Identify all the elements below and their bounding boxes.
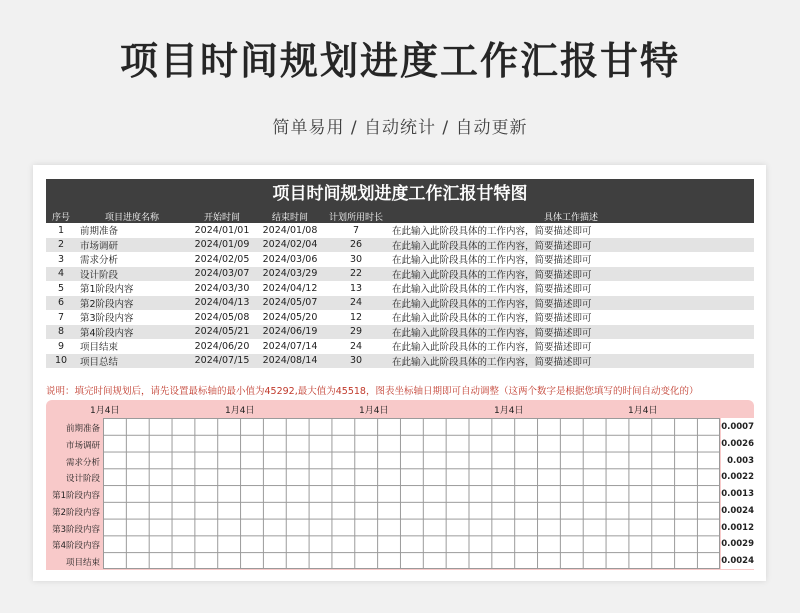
gantt-row-label: 第3阶段内容 — [52, 524, 100, 535]
cell-days: 29 — [324, 325, 388, 340]
cell-days: 24 — [349, 340, 363, 352]
axis-tick-label: 1月4日 — [494, 406, 524, 416]
cell-days: 13 — [349, 282, 363, 294]
table-row — [46, 310, 754, 325]
cell-start: 2024/01/01 — [194, 224, 250, 236]
cell-name: 前期准备 — [80, 226, 119, 238]
cell-end: 2024/03/29 — [256, 267, 324, 282]
cell-end: 2024/07/14 — [262, 340, 318, 352]
cell-no: 6 — [46, 296, 76, 311]
cell-start: 2024/03/30 — [194, 282, 250, 294]
cell-desc: 在此输入此阶段具体的工作内容，简要描述即可 — [392, 342, 592, 354]
axis-tick-label: 1月4日 — [359, 406, 389, 416]
cell-days: 22 — [324, 267, 388, 282]
gantt-row-value: 0.0024 — [721, 505, 754, 516]
table-row — [46, 267, 754, 282]
page-subtitle: 简单易用 / 自动统计 / 自动更新 — [272, 118, 528, 138]
cell-days: 12 — [349, 311, 363, 323]
cell-end: 2024/01/08 — [262, 224, 318, 236]
gantt-row-value: 0.0007 — [721, 422, 754, 432]
cell-desc: 在此输入此阶段具体的工作内容，简要描述即可 — [388, 354, 754, 369]
cell-no: 3 — [57, 253, 65, 265]
cell-start: 2024/05/21 — [188, 325, 256, 340]
gantt-row-value: 0.0012 — [721, 522, 754, 533]
cell-start: 2024/04/13 — [188, 296, 256, 311]
table-row — [46, 339, 754, 354]
cell-no: 2 — [46, 238, 76, 253]
page-title: 项目时间规划进度工作汇报甘特 — [119, 39, 680, 83]
cell-no: 7 — [57, 311, 65, 323]
cell-name: 需求分析 — [80, 255, 119, 267]
cell-days: 30 — [349, 253, 363, 265]
cell-no: 1 — [57, 224, 65, 236]
table-row — [46, 223, 754, 238]
gantt-row-value: 0.0024 — [721, 556, 754, 567]
cell-start: 2024/05/08 — [194, 311, 250, 323]
task-sheet — [46, 179, 754, 368]
cell-desc: 在此输入此阶段具体的工作内容，简要描述即可 — [392, 284, 592, 296]
axis-tick-label: 1月4日 — [225, 406, 255, 416]
column-header: 计划所用时长 — [324, 209, 388, 223]
cell-name: 项目结束 — [80, 342, 119, 354]
cell-desc: 在此输入此阶段具体的工作内容，简要描述即可 — [388, 325, 754, 340]
axis-tick-label: 1月4日 — [628, 406, 658, 416]
cell-days: 26 — [324, 238, 388, 253]
cell-no: 4 — [46, 267, 76, 282]
table-row — [46, 296, 754, 311]
gantt-row-label: 第2阶段内容 — [52, 507, 100, 518]
gantt-row-label: 需求分析 — [65, 457, 100, 468]
cell-start: 2024/03/07 — [188, 267, 256, 282]
table-row — [46, 252, 754, 267]
cell-name: 设计阶段 — [76, 267, 188, 282]
cell-no: 10 — [46, 354, 76, 369]
cell-name: 市场调研 — [76, 238, 188, 253]
cell-end: 2024/03/06 — [262, 253, 318, 265]
column-header: 具体工作描述 — [388, 209, 754, 223]
gantt-row-value: 0.0026 — [721, 438, 754, 449]
gantt-grid — [103, 418, 720, 569]
table-header-row — [46, 209, 754, 223]
cell-start: 2024/01/09 — [188, 238, 256, 253]
cell-no: 8 — [46, 325, 76, 340]
gantt-row-label: 第4阶段内容 — [52, 541, 100, 552]
cell-end: 2024/04/12 — [262, 282, 318, 294]
table-row — [46, 238, 754, 253]
cell-name: 项目总结 — [76, 354, 188, 369]
cell-no: 9 — [57, 340, 65, 352]
table-row — [46, 281, 754, 296]
cell-end: 2024/06/19 — [256, 325, 324, 340]
cell-end: 2024/08/14 — [256, 354, 324, 369]
column-header: 序号 — [46, 209, 76, 223]
cell-name: 第2阶段内容 — [76, 296, 188, 311]
column-header: 项目进度名称 — [76, 209, 188, 223]
table-row — [46, 354, 754, 369]
gantt-row-label: 市场调研 — [65, 440, 100, 451]
cell-desc: 在此输入此阶段具体的工作内容，简要描述即可 — [388, 238, 754, 253]
cell-end: 2024/05/07 — [256, 296, 324, 311]
cell-start: 2024/07/15 — [188, 354, 256, 369]
cell-desc: 在此输入此阶段具体的工作内容，简要描述即可 — [392, 313, 592, 325]
gantt-row-value: 0.0029 — [721, 539, 754, 550]
cell-desc: 在此输入此阶段具体的工作内容，简要描述即可 — [392, 226, 592, 238]
cell-desc: 在此输入此阶段具体的工作内容，简要描述即可 — [392, 255, 592, 267]
axis-tick-label: 1月4日 — [90, 406, 120, 416]
cell-start: 2024/06/20 — [194, 340, 250, 352]
cell-start: 2024/02/05 — [194, 253, 250, 265]
instruction-note: 说明：填完时间规划后，请先设置最标轴的最小值为45292,最大值为45518，图表坐标轴日期即可自动调整（这两个数字是根据您填写的时间自动变化的） — [46, 386, 699, 397]
cell-end: 2024/02/04 — [256, 238, 324, 253]
gantt-row-label: 项目结束 — [65, 558, 100, 569]
cell-days: 7 — [352, 224, 360, 236]
cell-no: 5 — [57, 282, 65, 294]
gantt-row-label: 第1阶段内容 — [52, 491, 100, 502]
cell-end: 2024/05/20 — [262, 311, 318, 323]
cell-days: 30 — [324, 354, 388, 369]
gantt-row-label: 设计阶段 — [65, 474, 100, 485]
column-header: 结束时间 — [256, 209, 324, 223]
cell-desc: 在此输入此阶段具体的工作内容，简要描述即可 — [388, 267, 754, 282]
gantt-row-value: 0.003 — [727, 455, 754, 466]
cell-name: 第4阶段内容 — [76, 325, 188, 340]
gantt-row-label: 前期准备 — [65, 424, 100, 434]
gantt-row-value: 0.0013 — [721, 489, 754, 500]
cell-days: 24 — [324, 296, 388, 311]
sheet-title: 项目时间规划进度工作汇报甘特图 — [46, 179, 754, 209]
gantt-row-value: 0.0022 — [721, 472, 754, 483]
cell-name: 第1阶段内容 — [80, 284, 134, 296]
table-row — [46, 325, 754, 340]
task-table — [46, 209, 754, 368]
cell-desc: 在此输入此阶段具体的工作内容，简要描述即可 — [388, 296, 754, 311]
cell-name: 第3阶段内容 — [80, 313, 134, 325]
column-header: 开始时间 — [188, 209, 256, 223]
